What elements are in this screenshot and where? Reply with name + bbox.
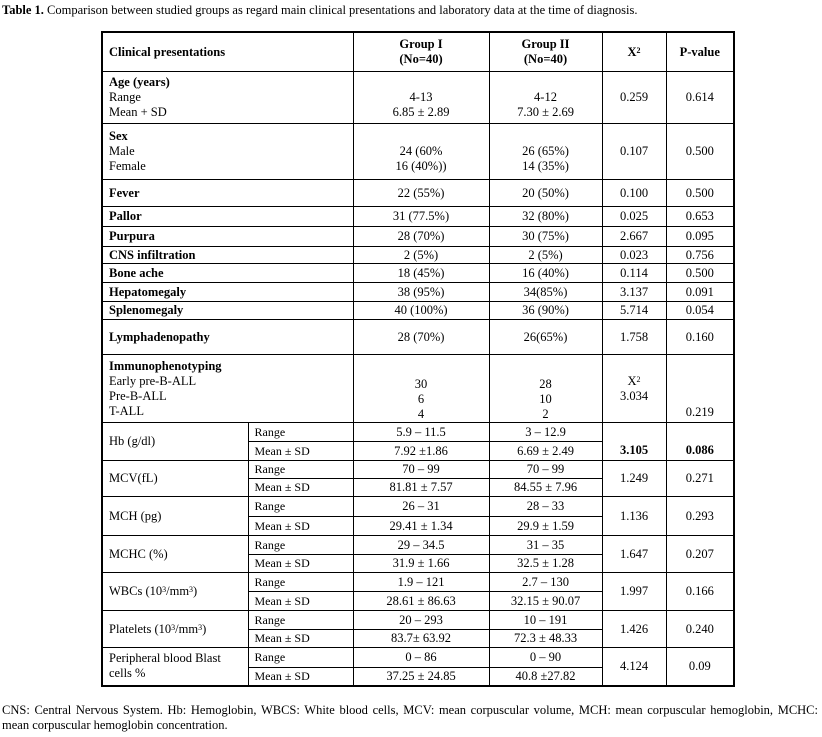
row-label: CNS infiltration	[102, 247, 353, 264]
lab-mean-label: Mean ± SD	[248, 668, 353, 686]
lab-group1-range: 0 – 86	[353, 648, 489, 668]
lab-group2-range: 31 – 35	[489, 536, 602, 555]
header-pvalue: P-value	[666, 32, 734, 72]
table-row	[102, 283, 734, 302]
table-caption	[2, 3, 638, 18]
lab-group2-mean: 32.5 ± 1.28	[489, 555, 602, 573]
sex-group2: 26 (65%) 14 (35%)	[489, 124, 602, 180]
lab-chi: 3.105	[602, 423, 666, 461]
lab-label: MCV(fL)	[102, 461, 248, 497]
sex-row	[102, 124, 734, 180]
lab-group2-mean: 6.69 ± 2.49	[489, 442, 602, 461]
lab-group1-mean: 29.41 ± 1.34	[353, 517, 489, 536]
table-row	[102, 247, 734, 264]
lab-group1-mean: 28.61 ± 86.63	[353, 592, 489, 611]
row-group1: 18 (45%)	[353, 264, 489, 283]
row-p: 0.500	[666, 264, 734, 283]
table-row	[102, 207, 734, 227]
lab-range-label: Range	[248, 611, 353, 630]
row-p: 0.054	[666, 302, 734, 320]
immuno-row	[102, 355, 734, 423]
sex-p: 0.500	[666, 124, 734, 180]
lab-group1-mean: 37.25 ± 24.85	[353, 668, 489, 686]
age-group2: 4-12 7.30 ± 2.69	[489, 72, 602, 124]
lab-label: WBCs $(10^3/mm^3)$	[102, 573, 248, 611]
lab-group1-range: 20 – 293	[353, 611, 489, 630]
lab-group1-range: 70 – 99	[353, 461, 489, 479]
table-row	[102, 302, 734, 320]
row-group1: 2 (5%)	[353, 247, 489, 264]
lab-p: 0.240	[666, 611, 734, 648]
row-group1: 38 (95%)	[353, 283, 489, 302]
lab-group2-mean: 32.15 ± 90.07	[489, 592, 602, 611]
row-p: 0.756	[666, 247, 734, 264]
lab-row	[102, 611, 734, 630]
row-group2: 16 (40%)	[489, 264, 602, 283]
lab-range-label: Range	[248, 497, 353, 517]
row-group1: 28 (70%)	[353, 227, 489, 247]
row-group2: 34(85%)	[489, 283, 602, 302]
age-group1: 4-13 6.85 ± 2.89	[353, 72, 489, 124]
immuno-label: Immunophenotyping Early pre-B-ALL Pre-B-ALL T-ALL	[102, 355, 353, 423]
lab-label: MCHC (%)	[102, 536, 248, 573]
row-chi: 2.667	[602, 227, 666, 247]
lab-row	[102, 461, 734, 479]
lab-chi: 4.124	[602, 648, 666, 686]
lab-mean-label: Mean ± SD	[248, 592, 353, 611]
lab-chi: 1.647	[602, 536, 666, 573]
caption-text: Comparison between studied groups as regard main clinical presentations and laboratory data at the time of diagnosis.	[47, 3, 638, 17]
header-clinical: Clinical presentations	[102, 32, 353, 72]
row-group2: 20 (50%)	[489, 180, 602, 207]
lab-group1-mean: 81.81 ± 7.57	[353, 479, 489, 497]
sex-group1: 24 (60% 16 (40%))	[353, 124, 489, 180]
lab-group1-mean: 31.9 ± 1.66	[353, 555, 489, 573]
lab-group1-range: 29 – 34.5	[353, 536, 489, 555]
lab-label: Peripheral blood Blast cells %	[102, 648, 248, 686]
immuno-group2: 28 10 2	[489, 355, 602, 423]
header-group1: Group I (No=40)	[353, 32, 489, 72]
lab-group2-range: 70 – 99	[489, 461, 602, 479]
lab-range-label: Range	[248, 573, 353, 592]
row-chi: 0.023	[602, 247, 666, 264]
lab-group2-mean: 84.55 ± 7.96	[489, 479, 602, 497]
row-p: 0.095	[666, 227, 734, 247]
lab-group2-range: 2.7 – 130	[489, 573, 602, 592]
lab-row	[102, 423, 734, 442]
lab-mean-label: Mean ± SD	[248, 555, 353, 573]
lab-chi: 1.136	[602, 497, 666, 536]
lab-row	[102, 497, 734, 517]
lab-label: MCH (pg)	[102, 497, 248, 536]
row-chi: 0.025	[602, 207, 666, 227]
immuno-chi: $X^2$ 3.034	[602, 355, 666, 423]
row-group1: 40 (100%)	[353, 302, 489, 320]
lab-label: Hb (g/dl)	[102, 423, 248, 461]
lab-range-label: Range	[248, 536, 353, 555]
lab-group2-mean: 40.8 ±27.82	[489, 668, 602, 686]
lab-row	[102, 573, 734, 592]
row-label: Fever	[102, 180, 353, 207]
lab-p: 0.166	[666, 573, 734, 611]
row-label: Splenomegaly	[102, 302, 353, 320]
row-label: Pallor	[102, 207, 353, 227]
row-chi: 3.137	[602, 283, 666, 302]
row-group2: 26(65%)	[489, 320, 602, 355]
lab-group2-mean: 72.3 ± 48.33	[489, 630, 602, 648]
age-p: 0.614	[666, 72, 734, 124]
row-group1: 28 (70%)	[353, 320, 489, 355]
row-label: Lymphadenopathy	[102, 320, 353, 355]
lab-p: 0.207	[666, 536, 734, 573]
row-group1: 31 (77.5%)	[353, 207, 489, 227]
immuno-group1: 30 6 4	[353, 355, 489, 423]
lab-chi: 1.249	[602, 461, 666, 497]
header-chi: $X^2$	[602, 32, 666, 72]
row-group2: 30 (75%)	[489, 227, 602, 247]
caption-label: Table 1.	[2, 3, 44, 17]
lab-row	[102, 648, 734, 668]
lab-mean-label: Mean ± SD	[248, 630, 353, 648]
lab-range-label: Range	[248, 461, 353, 479]
row-chi: 5.714	[602, 302, 666, 320]
lab-group2-range: 28 – 33	[489, 497, 602, 517]
lab-chi: 1.426	[602, 611, 666, 648]
lab-group1-range: 26 – 31	[353, 497, 489, 517]
lab-range-label: Range	[248, 648, 353, 668]
header-group2: Group II (No=40)	[489, 32, 602, 72]
sex-label: Sex Male Female	[102, 124, 353, 180]
row-label: Purpura	[102, 227, 353, 247]
lab-group2-range: 0 – 90	[489, 648, 602, 668]
lab-group2-mean: 29.9 ± 1.59	[489, 517, 602, 536]
row-p: 0.653	[666, 207, 734, 227]
lab-mean-label: Mean ± SD	[248, 442, 353, 461]
lab-group1-range: 5.9 – 11.5	[353, 423, 489, 442]
row-chi: 0.100	[602, 180, 666, 207]
age-chi: 0.259	[602, 72, 666, 124]
lab-group2-range: 10 – 191	[489, 611, 602, 630]
lab-mean-label: Mean ± SD	[248, 517, 353, 536]
lab-mean-label: Mean ± SD	[248, 479, 353, 497]
lab-group1-range: 1.9 – 121	[353, 573, 489, 592]
row-p: 0.160	[666, 320, 734, 355]
row-label: Bone ache	[102, 264, 353, 283]
footnote: CNS: Central Nervous System. Hb: Hemoglobin, WBCS: White blood cells, MCV: mean corpuscular volume, MCH: mean corpuscular hemoglobin, MCHC: mean corpuscular hemoglobin concentration.	[2, 703, 818, 732]
row-group1: 22 (55%)	[353, 180, 489, 207]
lab-p: 0.086	[666, 423, 734, 461]
row-chi: 0.114	[602, 264, 666, 283]
sex-chi: 0.107	[602, 124, 666, 180]
row-group2: 36 (90%)	[489, 302, 602, 320]
age-row	[102, 72, 734, 124]
row-label: Hepatomegaly	[102, 283, 353, 302]
lab-group2-range: 3 – 12.9	[489, 423, 602, 442]
lab-group1-mean: 83.7± 63.92	[353, 630, 489, 648]
row-group2: 2 (5%)	[489, 247, 602, 264]
table-row	[102, 264, 734, 283]
immuno-p: 0.219	[666, 355, 734, 423]
row-chi: 1.758	[602, 320, 666, 355]
table-row	[102, 227, 734, 247]
lab-range-label: Range	[248, 423, 353, 442]
lab-chi: 1.997	[602, 573, 666, 611]
lab-p: 0.293	[666, 497, 734, 536]
row-p: 0.091	[666, 283, 734, 302]
table-row	[102, 320, 734, 355]
lab-p: 0.271	[666, 461, 734, 497]
header-row	[102, 32, 734, 72]
lab-row	[102, 536, 734, 555]
row-group2: 32 (80%)	[489, 207, 602, 227]
lab-group1-mean: 7.92 ±1.86	[353, 442, 489, 461]
table-row	[102, 180, 734, 207]
lab-p: 0.09	[666, 648, 734, 686]
row-p: 0.500	[666, 180, 734, 207]
age-label: Age (years) Range Mean + SD	[102, 72, 353, 124]
lab-label: Platelets $(10^3/mm^3)$	[102, 611, 248, 648]
comparison-table	[101, 31, 735, 687]
